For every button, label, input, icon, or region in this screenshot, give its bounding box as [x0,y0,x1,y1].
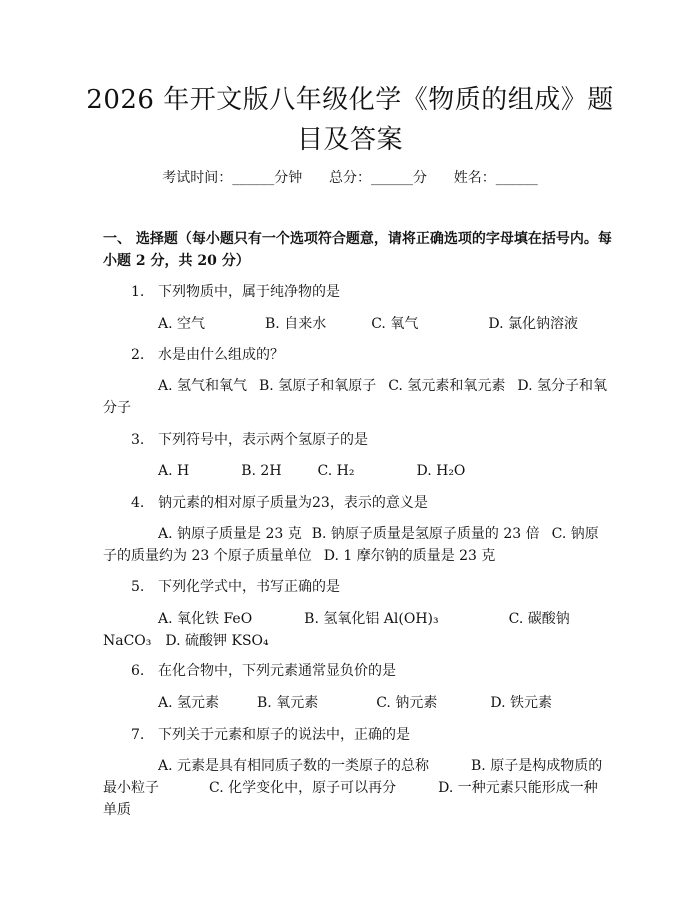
option-c: C. 氢元素和氧元素 [388,378,506,394]
question-1-options [103,313,608,335]
question-4 [131,493,428,513]
option-a: A. 氧化铁 FeO [158,611,253,627]
option-d: D. 氯化钠溶液 [488,316,578,332]
option-d: D. 1 摩尔钠的质量是 23 克 [323,548,496,564]
option-c: C. H₂ [317,463,355,479]
option-b: B. 钠原子质量是氢原子质量的 23 倍 [311,526,540,542]
option-a: A. 氢气和氧气 [158,378,248,394]
option-b: B. 2H [241,463,282,479]
option-c: C. 钠元素 [376,695,438,711]
question-number: 4. [131,495,145,511]
option-a: A. H [158,463,190,479]
question-number: 6. [131,663,145,679]
option-d: D. 一种元素只能形成一种单质 [103,780,598,818]
option-d: D. 氢分子和氧分子 [103,378,607,416]
option-b: B. 自来水 [265,316,327,332]
option-d: D. H₂O [416,463,466,479]
option-b: B. 原子是构成物质的最小粒子 [103,758,603,796]
option-a: A. 元素是具有相同质子数的一类原子的总称 [158,758,430,774]
question-stem: 下列关于元素和原子的说法中，正确的是 [158,727,410,743]
question-4-options [103,523,608,567]
option-d: D. 铁元素 [490,695,552,711]
question-stem: 下列符号中，表示两个氢原子的是 [158,432,368,448]
option-c: C. 碳酸钠 NaCO₃ [103,611,570,649]
question-6 [131,661,396,681]
option-a: A. 氢元素 [158,695,220,711]
question-number: 5. [131,579,145,595]
question-number: 3. [131,432,145,448]
option-c: C. 氧气 [371,316,419,332]
question-3-options [103,460,608,482]
question-3 [131,430,368,450]
option-b: B. 氢氧化铝 Al(OH)₃ [304,611,439,627]
question-5-options [103,608,608,652]
question-stem: 下列物质中，属于纯净物的是 [158,284,340,300]
exam-info-line: 考试时间：______分钟 总分：______分 姓名：______ [162,170,538,186]
title-line-1: 2026 年开文版八年级化学《物质的组成》题 [86,85,614,115]
question-2-options [103,375,608,419]
question-2 [131,345,284,365]
document-title [60,80,640,160]
question-stem: 下列化学式中，书写正确的是 [158,579,340,595]
option-a: A. 空气 [158,316,206,332]
question-stem: 水是由什么组成的？ [158,347,284,363]
question-number: 7. [131,727,145,743]
section-heading: 一、 选择题（每小题只有一个选项符合题意，请将正确选项的字母填在括号内。每小题 2 分，共 20 分） [103,231,612,269]
option-b: B. 氧元素 [257,695,319,711]
question-7 [131,725,410,745]
option-c: C. 钠原子的质量约为 23 个原子质量单位 [103,526,599,564]
option-b: B. 氢原子和氧原子 [259,378,377,394]
question-stem: 在化合物中，下列元素通常显负价的是 [158,663,396,679]
option-c: C. 化学变化中，原子可以再分 [209,780,397,796]
option-d: D. 硫酸钾 KSO₄ [165,633,269,649]
question-7-options [103,755,608,821]
question-number: 1. [131,284,145,300]
question-6-options [103,692,608,714]
question-5 [131,577,340,597]
question-number: 2. [131,347,145,363]
title-line-2: 目及答案 [296,125,403,155]
option-a: A. 钠原子质量是 23 克 [158,526,302,542]
question-1 [131,282,340,302]
question-stem: 钠元素的相对原子质量为23，表示的意义是 [158,495,428,511]
